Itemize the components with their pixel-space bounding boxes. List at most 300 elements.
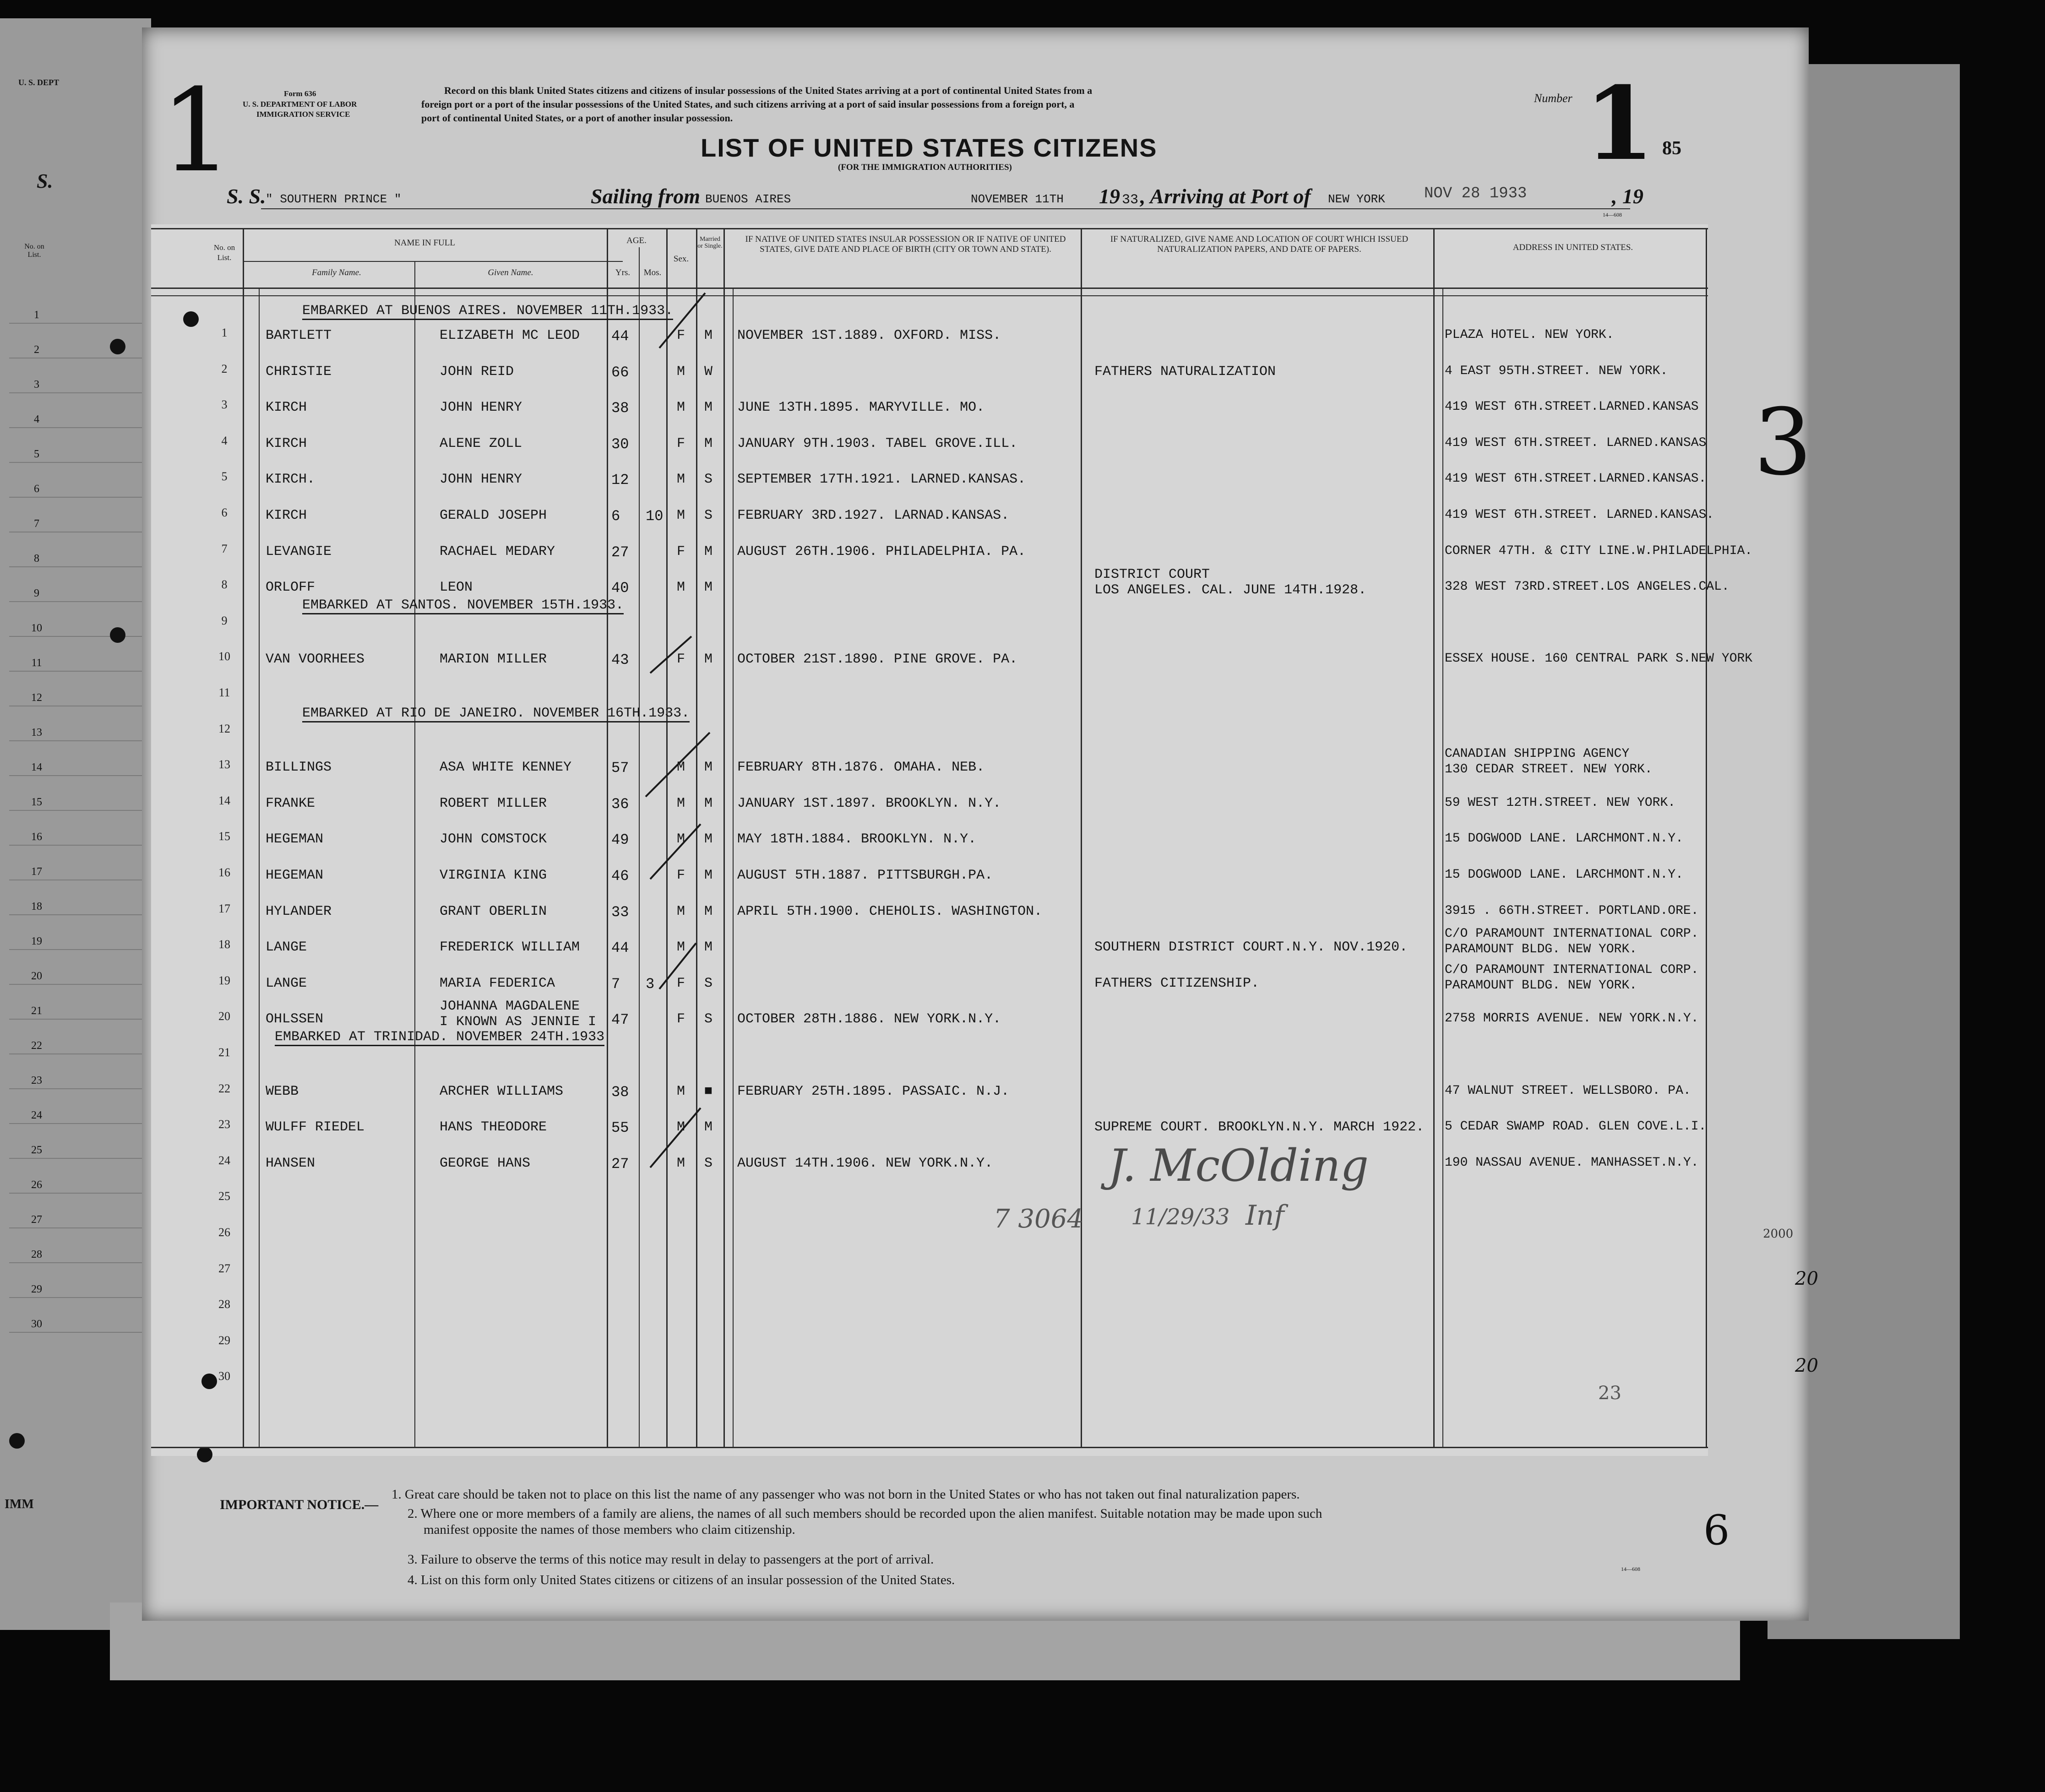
- passenger-yrs: 44: [611, 328, 629, 345]
- passenger-sex: M: [677, 508, 685, 523]
- punch-hole: [183, 311, 199, 327]
- passenger-address: PLAZA HOTEL. NEW YORK.: [1445, 328, 1614, 342]
- passenger-address: 47 WALNUT STREET. WELLSBORO. PA.: [1445, 1083, 1691, 1098]
- passenger-sex: M: [677, 903, 685, 919]
- passenger-ms: S: [704, 975, 713, 991]
- left-sheet-rule: [9, 810, 147, 811]
- passenger-address: 190 NASSAU AVENUE. MANHASSET.N.Y.: [1445, 1155, 1699, 1170]
- line-number: 12: [218, 722, 230, 735]
- header-underline: [261, 208, 1630, 209]
- header-name-in-full: NAME IN FULL: [394, 238, 455, 248]
- line-number: 15: [218, 830, 230, 843]
- passenger-sex: M: [677, 1119, 685, 1135]
- passenger-yrs: 30: [611, 435, 629, 453]
- handwritten-three: 3: [1754, 389, 1812, 496]
- left-sheet-rule: [9, 1332, 147, 1333]
- passenger-birth: FEBRUARY 25TH.1895. PASSAIC. N.J.: [737, 1083, 1010, 1099]
- embarkation-header: EMBARKED AT TRINIDAD. NOVEMBER 24TH.1933: [275, 1029, 604, 1046]
- punch-hole: [197, 1447, 212, 1462]
- passenger-address: C/O PARAMOUNT INTERNATIONAL CORP.: [1445, 927, 1699, 941]
- passenger-given: ARCHER WILLIAMS: [440, 1083, 564, 1099]
- left-sheet-rule: [9, 1019, 147, 1020]
- left-sheet-rule: [9, 1053, 147, 1054]
- col-rule-birth: [1081, 228, 1082, 1447]
- line-number: 3: [221, 398, 228, 412]
- passenger-sex: M: [677, 364, 685, 380]
- passenger-birth: FEBRUARY 8TH.1876. OMAHA. NEB.: [737, 760, 985, 776]
- left-sheet-line-number: 18: [31, 901, 42, 912]
- passenger-sex: M: [677, 795, 685, 811]
- passenger-address: 5 CEDAR SWAMP ROAD. GLEN COVE.L.I.: [1445, 1119, 1707, 1134]
- passenger-birth: AUGUST 14TH.1906. NEW YORK.N.Y.: [737, 1155, 993, 1171]
- left-underlying-sheet: [0, 18, 151, 1630]
- passenger-family: HYLANDER: [266, 903, 332, 919]
- passenger-family: VAN VOORHEES: [266, 652, 365, 668]
- punch-hole: [9, 1433, 25, 1449]
- passenger-ms: M: [704, 328, 713, 343]
- passenger-ms: M: [704, 903, 713, 919]
- passenger-sex: F: [677, 543, 685, 559]
- left-sheet-line-number: 27: [31, 1214, 42, 1226]
- passenger-address: 419 WEST 6TH.STREET.LARNED.KANSAS: [1445, 400, 1699, 414]
- line-number: 4: [221, 434, 228, 447]
- left-sheet-rule: [9, 914, 147, 915]
- left-sheet-line-number: 1: [34, 309, 39, 321]
- col-rule-address: [1706, 228, 1707, 1447]
- passenger-family: BARTLETT: [266, 328, 332, 343]
- passenger-given: GRANT OBERLIN: [440, 903, 547, 919]
- passenger-sex: M: [677, 1155, 685, 1171]
- inspector-signature: J. McOlding: [1108, 1140, 1369, 1191]
- passenger-given: JOHANNA MAGDALENE: [440, 999, 580, 1015]
- passenger-birth: JUNE 13TH.1895. MARYVILLE. MO.: [737, 400, 985, 416]
- left-sheet-rule: [9, 392, 147, 393]
- left-sheet-line-number: 19: [31, 935, 42, 947]
- margin-mark-2: 20: [1795, 1268, 1818, 1289]
- header-family: Family Name.: [312, 268, 361, 277]
- passenger-ms: ■: [704, 1083, 713, 1099]
- passenger-address2: PARAMOUNT BLDG. NEW YORK.: [1445, 942, 1637, 957]
- col-rule-given: [607, 228, 608, 1447]
- passenger-sex: M: [677, 472, 685, 488]
- passenger-birth: NOVEMBER 1ST.1889. OXFORD. MISS.: [737, 328, 1001, 343]
- form-code-bottom: 14—608: [1621, 1566, 1640, 1572]
- left-sheet-line-number: 5: [34, 448, 39, 460]
- handwritten-one-corner: 1: [160, 64, 234, 197]
- passenger-ms: M: [704, 400, 713, 416]
- left-sheet-rule: [9, 497, 147, 498]
- left-sheet-rule: [9, 1262, 147, 1263]
- passenger-ms: M: [704, 795, 713, 811]
- passenger-birth: JANUARY 9TH.1903. TABEL GROVE.ILL.: [737, 435, 1018, 451]
- passenger-sex: M: [677, 1083, 685, 1099]
- header-bottom-rule-2: [151, 295, 1708, 296]
- passenger-sex: M: [677, 400, 685, 416]
- page-number: 85: [1662, 138, 1681, 159]
- line-number: 25: [218, 1189, 230, 1203]
- passenger-sex: M: [677, 831, 685, 847]
- form-code-top: 14—608: [1603, 212, 1622, 218]
- left-sheet-rule: [9, 1123, 147, 1124]
- passenger-birth: OCTOBER 21ST.1890. PINE GROVE. PA.: [737, 652, 1018, 668]
- line-number: 24: [218, 1153, 230, 1167]
- arriving-label: , Arriving at Port of: [1140, 185, 1311, 208]
- passenger-given: JOHN HENRY: [440, 400, 522, 416]
- left-sheet-rule: [9, 636, 147, 637]
- line-number: 10: [218, 650, 230, 663]
- passenger-yrs: 38: [611, 1083, 629, 1101]
- left-sheet-line-number: 11: [31, 657, 42, 669]
- line-number: 19: [218, 973, 230, 987]
- left-sheet-rule: [9, 775, 147, 776]
- line-number: 1: [221, 326, 228, 339]
- passenger-yrs: 33: [611, 903, 629, 921]
- left-sheet-line-number: 12: [31, 692, 42, 704]
- line-number: 27: [218, 1261, 230, 1275]
- passenger-ms: M: [704, 868, 713, 883]
- notice-item-2b: manifest opposite the names of those members who claim citizenship.: [424, 1522, 795, 1537]
- passenger-given: ROBERT MILLER: [440, 795, 547, 811]
- punch-hole: [110, 627, 125, 643]
- left-sheet-line-number: 22: [31, 1040, 42, 1052]
- passenger-given: ASA WHITE KENNEY: [440, 760, 572, 776]
- left-sheet-rule: [9, 323, 147, 324]
- passenger-sex: F: [677, 328, 685, 343]
- passenger-yrs: 27: [611, 543, 629, 561]
- embarkation-header: EMBARKED AT RIO DE JANEIRO. NOVEMBER 16TH.1933.: [302, 706, 690, 722]
- header-address: ADDRESS IN UNITED STATES.: [1512, 243, 1633, 252]
- passenger-yrs: 7: [611, 975, 620, 993]
- left-sheet-line-number: 29: [31, 1283, 42, 1295]
- ship-name: " SOUTHERN PRINCE ": [266, 192, 402, 206]
- line-number: 29: [218, 1333, 230, 1347]
- col-rule-family: [414, 261, 415, 1447]
- passenger-sex: F: [677, 975, 685, 991]
- header-sex: Sex.: [673, 254, 689, 264]
- page-23: 23: [1598, 1383, 1621, 1404]
- line-number: 11: [218, 686, 230, 699]
- header-bottom-rule: [151, 288, 1708, 289]
- sailing-port: BUENOS AIRES: [705, 192, 791, 206]
- line-number: 18: [218, 938, 230, 951]
- passenger-yrs: 44: [611, 939, 629, 957]
- passenger-sex: M: [677, 760, 685, 776]
- number-label: Number: [1534, 92, 1572, 105]
- passenger-address: 15 DOGWOOD LANE. LARCHMONT.N.Y.: [1445, 868, 1683, 882]
- passenger-address2: 130 CEDAR STREET. NEW YORK.: [1445, 762, 1653, 777]
- line-number: 16: [218, 866, 230, 879]
- passenger-address: 419 WEST 6TH.STREET.LARNED.KANSAS.: [1445, 472, 1707, 486]
- header-mos: Mos.: [643, 268, 662, 277]
- passenger-address: ESSEX HOUSE. 160 CENTRAL PARK S.NEW YORK: [1445, 652, 1753, 666]
- left-sheet-line-number: 28: [31, 1249, 42, 1260]
- left-sheet-line-number: 20: [31, 970, 42, 982]
- passenger-given: FREDERICK WILLIAM: [440, 939, 580, 956]
- line-number: 7: [221, 542, 228, 555]
- left-sheet-line-number: 26: [31, 1179, 42, 1191]
- passenger-given: ALENE ZOLL: [440, 435, 522, 451]
- passenger-birth: JANUARY 1ST.1897. BROOKLYN. N.Y.: [737, 795, 1001, 811]
- passenger-nat: FATHERS NATURALIZATION: [1094, 364, 1276, 380]
- passenger-family: WEBB: [266, 1083, 299, 1099]
- form-department: U. S. DEPARTMENT OF LABOR: [243, 100, 357, 109]
- passenger-address: 328 WEST 73RD.STREET.LOS ANGELES.CAL.: [1445, 580, 1730, 594]
- left-sheet-line-number: 3: [34, 379, 39, 391]
- passenger-nat: DISTRICT COURT: [1094, 567, 1210, 583]
- passenger-ms: M: [704, 543, 713, 559]
- passenger-birth: OCTOBER 28TH.1886. NEW YORK.N.Y.: [737, 1011, 1001, 1027]
- passenger-family: LEVANGIE: [266, 543, 332, 559]
- col-rule-nat-inner: [1442, 288, 1443, 1447]
- page-title: LIST OF UNITED STATES CITIZENS: [701, 133, 1158, 162]
- left-sheet-rule: [9, 740, 147, 741]
- line-number: 6: [221, 506, 228, 519]
- passenger-address: 59 WEST 12TH.STREET. NEW YORK.: [1445, 795, 1676, 810]
- passenger-family: KIRCH.: [266, 472, 315, 488]
- header-yrs: Yrs.: [615, 268, 631, 277]
- line-number: 20: [218, 1010, 230, 1023]
- passenger-family: ORLOFF: [266, 580, 315, 596]
- passenger-sex: F: [677, 868, 685, 883]
- passenger-given: GERALD JOSEPH: [440, 508, 547, 523]
- passenger-yrs: 49: [611, 831, 629, 849]
- left-sheet-rule: [9, 671, 147, 672]
- line-number: 2: [221, 362, 228, 375]
- header-age: AGE.: [626, 236, 647, 245]
- passenger-nat: FATHERS CITIZENSHIP.: [1094, 975, 1260, 991]
- left-sheet-rule: [9, 566, 147, 567]
- number-value: 1: [1584, 64, 1655, 183]
- passenger-given2: I KNOWN AS JENNIE I: [440, 1014, 597, 1030]
- passenger-family: LANGE: [266, 939, 307, 956]
- passenger-sex: M: [677, 939, 685, 956]
- passenger-address2: PARAMOUNT BLDG. NEW YORK.: [1445, 978, 1637, 993]
- passenger-given: JOHN COMSTOCK: [440, 831, 547, 847]
- left-sheet-line-number: 9: [34, 587, 39, 599]
- left-sheet-line-number: 4: [34, 413, 39, 425]
- passenger-given: RACHAEL MEDARY: [440, 543, 555, 559]
- left-sheet-line-number: 6: [34, 483, 39, 495]
- line-number: 28: [218, 1298, 230, 1311]
- embarkation-header: EMBARKED AT BUENOS AIRES. NOVEMBER 11TH.1933.: [302, 303, 673, 320]
- header-given: Given Name.: [488, 268, 533, 277]
- left-sheet-line-number: 24: [31, 1109, 42, 1121]
- passenger-family: LANGE: [266, 975, 307, 991]
- line-number: 22: [218, 1081, 230, 1095]
- passenger-yrs: 66: [611, 364, 629, 381]
- passenger-given: VIRGINIA KING: [440, 868, 547, 883]
- passenger-ms: M: [704, 1119, 713, 1135]
- passenger-given: GEORGE HANS: [440, 1155, 531, 1171]
- passenger-ms: M: [704, 760, 713, 776]
- passenger-family: HEGEMAN: [266, 868, 324, 883]
- left-sheet-line-number: 8: [34, 553, 39, 565]
- left-sheet-rule: [9, 601, 147, 602]
- left-sheet-line-number: 21: [31, 1005, 42, 1017]
- passenger-address: 15 DOGWOOD LANE. LARCHMONT.N.Y.: [1445, 831, 1683, 846]
- passenger-yrs: 57: [611, 760, 629, 777]
- passenger-mos: 10: [646, 508, 664, 525]
- left-sheet-rule: [9, 845, 147, 846]
- passenger-ms: S: [704, 472, 713, 488]
- passenger-nat: SOUTHERN DISTRICT COURT.N.Y. NOV.1920.: [1094, 939, 1408, 956]
- margin-mark-3: 20: [1795, 1355, 1818, 1376]
- passenger-yrs: 27: [611, 1155, 629, 1173]
- record-text-1: Record on this blank United States citizens and citizens of insular possessions of the United States arriving at a port of continental United States from a: [444, 85, 1093, 96]
- sailing-label: Sailing from: [591, 185, 701, 208]
- line-number: 13: [218, 758, 230, 771]
- margin-mark-1: 2000: [1763, 1227, 1794, 1241]
- left-sheet-ss: S.: [37, 170, 53, 192]
- passenger-given: HANS THEODORE: [440, 1119, 547, 1135]
- passenger-address: CORNER 47TH. & CITY LINE.W.PHILADELPHIA.: [1445, 543, 1753, 558]
- passenger-yrs: 46: [611, 868, 629, 885]
- passenger-ms: S: [704, 1155, 713, 1171]
- line-number: 17: [218, 901, 230, 915]
- passenger-given: ELIZABETH MC LEOD: [440, 328, 580, 343]
- passenger-nat: SUPREME COURT. BROOKLYN.N.Y. MARCH 1922.: [1094, 1119, 1425, 1135]
- left-sheet-rule: [9, 1227, 147, 1228]
- passenger-family: HEGEMAN: [266, 831, 324, 847]
- table-top-rule: [151, 228, 1708, 229]
- left-sheet-rule: [9, 984, 147, 985]
- left-sheet-line-number: 7: [34, 518, 39, 530]
- passenger-given: JOHN HENRY: [440, 472, 522, 488]
- line-number: 26: [218, 1226, 230, 1239]
- page-subtitle: (FOR THE IMMIGRATION AUTHORITIES): [838, 163, 1012, 172]
- left-sheet-rule: [9, 1158, 147, 1159]
- line-number: 30: [218, 1369, 230, 1383]
- passenger-given: MARION MILLER: [440, 652, 547, 668]
- notice-heading: IMPORTANT NOTICE.—: [220, 1497, 379, 1512]
- arrival-19: , 19: [1612, 185, 1643, 208]
- check-marks: [632, 284, 746, 1200]
- left-sheet-line-number: 10: [31, 622, 42, 634]
- passenger-family: WULFF RIEDEL: [266, 1119, 365, 1135]
- passenger-birth: APRIL 5TH.1900. CHEHOLIS. WASHINGTON.: [737, 903, 1043, 919]
- passenger-yrs: 40: [611, 580, 629, 597]
- line-number: 14: [218, 793, 230, 807]
- header-naturalized: IF NATURALIZED, GIVE NAME AND LOCATION OF COURT WHICH ISSUED NATURALIZATION PAPERS, AND DATE OF PAPERS.: [1110, 234, 1409, 254]
- left-sheet-rule: [9, 427, 147, 428]
- left-sheet-line-number: 2: [34, 344, 39, 356]
- passenger-ms: W: [704, 364, 713, 380]
- form-number: Form 636: [284, 89, 316, 98]
- line-number: 9: [221, 614, 228, 627]
- passenger-ms: M: [704, 939, 713, 956]
- left-sheet-line-number: 17: [31, 866, 42, 878]
- passenger-birth: FEBRUARY 3RD.1927. LARNAD.KANSAS.: [737, 508, 1010, 523]
- passenger-birth: AUGUST 5TH.1887. PITTSBURGH.PA.: [737, 868, 993, 883]
- passenger-family: FRANKE: [266, 795, 315, 811]
- passenger-yrs: 12: [611, 472, 629, 489]
- left-sheet-line-number: 13: [31, 727, 42, 739]
- passenger-birth: SEPTEMBER 17TH.1921. LARNED.KANSAS.: [737, 472, 1026, 488]
- passenger-address: 4 EAST 95TH.STREET. NEW YORK.: [1445, 364, 1668, 378]
- header-no: No. on List.: [213, 243, 235, 262]
- passenger-family: KIRCH: [266, 400, 307, 416]
- line-number: 8: [221, 578, 228, 592]
- passenger-address: CANADIAN SHIPPING AGENCY: [1445, 747, 1630, 761]
- inspector-initials: Inf: [1245, 1200, 1284, 1232]
- ss-label: S. S.: [227, 185, 266, 208]
- passenger-yrs: 47: [611, 1011, 629, 1029]
- left-sheet-line-number: 25: [31, 1144, 42, 1156]
- passenger-family: CHRISTIE: [266, 364, 332, 380]
- passenger-address: 419 WEST 6TH.STREET. LARNED.KANSAS.: [1445, 508, 1714, 522]
- passenger-ms: M: [704, 652, 713, 668]
- left-sheet-line-number: 16: [31, 831, 42, 843]
- passenger-address: C/O PARAMOUNT INTERNATIONAL CORP.: [1445, 962, 1699, 977]
- passenger-sex: M: [677, 580, 685, 596]
- notice-item-1: 1. Great care should be taken not to place on this list the name of any passenger who was not born in the United States or who has not taken out final naturalization papers.: [392, 1487, 1300, 1502]
- passenger-address: 2758 MORRIS AVENUE. NEW YORK.N.Y.: [1445, 1011, 1699, 1026]
- col-rule-nat: [1433, 228, 1435, 1447]
- sailing-date: NOVEMBER 11TH: [971, 192, 1064, 206]
- notice-item-4: 4. List on this form only United States citizens or citizens of an insular possession of the United States.: [408, 1573, 955, 1587]
- header-married: Married or Single.: [697, 236, 723, 250]
- passenger-mos: 3: [646, 975, 655, 993]
- left-sheet-line-number: 15: [31, 796, 42, 808]
- passenger-yrs: 55: [611, 1119, 629, 1137]
- left-sheet-rule: [9, 1088, 147, 1089]
- passenger-given: MARIA FEDERICA: [440, 975, 555, 991]
- passenger-family: OHLSSEN: [266, 1011, 324, 1027]
- col-rule-no: [243, 228, 244, 1447]
- passenger-ms: M: [704, 831, 713, 847]
- record-text-3: port of continental United States, or a port of another insular possession.: [421, 112, 733, 124]
- passenger-given: LEON: [440, 580, 473, 596]
- passenger-yrs: 43: [611, 652, 629, 669]
- header-birth: IF NATIVE OF UNITED STATES INSULAR POSSESSION OR IF NATIVE OF UNITED STATES, GIVE DATE AND PLACE OF BIRTH (CITY OR TOWN AND STATE).: [745, 234, 1066, 254]
- passenger-sex: F: [677, 435, 685, 451]
- passenger-given: JOHN REID: [440, 364, 514, 380]
- record-text-2: foreign port or a port of the insular possessions of the United States, and such citizens arriving at a port of said insular possessions from a foreign port, a: [421, 98, 1075, 110]
- passenger-family: KIRCH: [266, 435, 307, 451]
- form-service: IMMIGRATION SERVICE: [256, 110, 350, 119]
- passenger-sex: F: [677, 1011, 685, 1027]
- left-sheet-line-number: 23: [31, 1075, 42, 1086]
- left-sheet-bottom: IMM: [5, 1497, 34, 1511]
- passenger-ms: S: [704, 1011, 713, 1027]
- passenger-ms: M: [704, 435, 713, 451]
- passenger-nat2: LOS ANGELES. CAL. JUNE 14TH.1928.: [1094, 582, 1367, 598]
- year-33: 33: [1122, 192, 1139, 208]
- passenger-ms: S: [704, 508, 713, 523]
- notice-item-2a: 2. Where one or more members of a family are aliens, the names of all such members should be recorded upon the alien manifest. Suitable notation may be made upon such: [408, 1506, 1322, 1521]
- line-number: 21: [218, 1046, 230, 1059]
- reference-number: 7 3064: [994, 1204, 1083, 1234]
- passenger-sex: F: [677, 652, 685, 668]
- left-sheet-line-number: 30: [31, 1318, 42, 1330]
- passenger-family: BILLINGS: [266, 760, 332, 776]
- left-sheet-rule: [9, 462, 147, 463]
- passenger-address: 3915 . 66TH.STREET. PORTLAND.ORE.: [1445, 903, 1699, 918]
- passenger-family: HANSEN: [266, 1155, 315, 1171]
- passenger-ms: M: [704, 580, 713, 596]
- col-rule-no-inner: [259, 288, 260, 1447]
- left-sheet-col-label: No. on List.: [24, 243, 44, 259]
- left-sheet-rule: [9, 1297, 147, 1298]
- year-19: 19: [1099, 185, 1120, 208]
- arrival-port: NEW YORK: [1328, 192, 1385, 206]
- arrival-date-stamp: NOV 28 1933: [1424, 185, 1527, 202]
- line-number: 5: [221, 470, 228, 483]
- handwritten-six: 6: [1703, 1506, 1730, 1554]
- left-sheet-header: U. S. DEPT: [18, 78, 60, 87]
- left-sheet-rule: [9, 949, 147, 950]
- passenger-address: 419 WEST 6TH.STREET. LARNED.KANSAS: [1445, 435, 1707, 450]
